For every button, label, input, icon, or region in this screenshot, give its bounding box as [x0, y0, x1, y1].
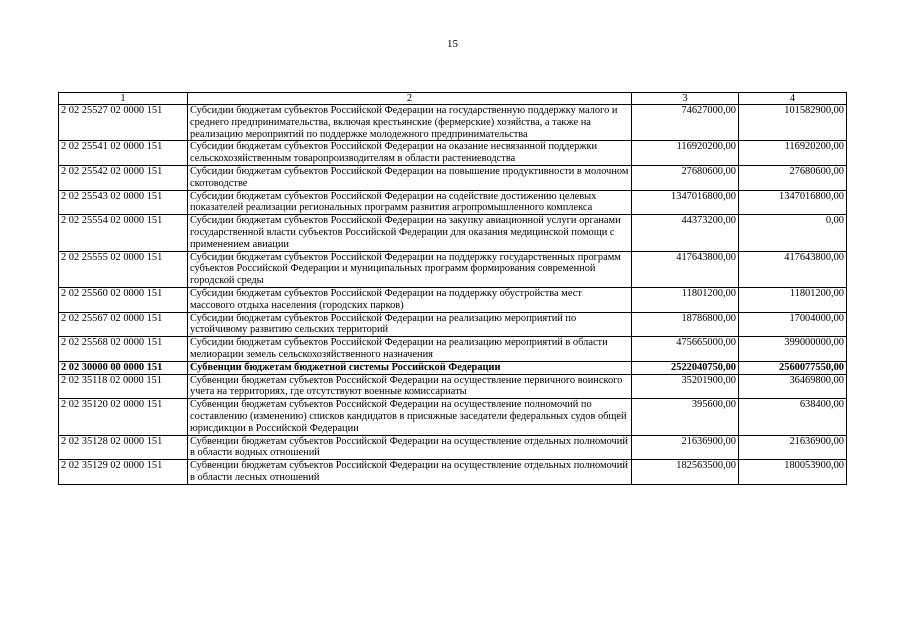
- amount-cell: 17004000,00: [739, 312, 847, 337]
- amount-cell: 180053900,00: [739, 460, 847, 485]
- amount-cell: 116920200,00: [739, 141, 847, 166]
- code-cell: 2 02 35129 02 0000 151: [59, 460, 188, 485]
- amount-cell: 638400,00: [739, 399, 847, 435]
- column-header-code: 1: [59, 93, 188, 105]
- description-cell: Субсидии бюджетам субъектов Российской Федерации на реализацию мероприятий в области мелиорации земель сельскохозяйственного назначения: [188, 337, 632, 362]
- amount-cell: 2560077550,00: [739, 361, 847, 374]
- amount-cell: 417643800,00: [632, 251, 739, 287]
- table-row: [59, 374, 847, 399]
- column-header-amount-2: 4: [739, 93, 847, 105]
- code-cell: 2 02 35120 02 0000 151: [59, 399, 188, 435]
- page-number: 15: [447, 38, 458, 50]
- table-row: [59, 251, 847, 287]
- amount-cell: 101582900,00: [739, 105, 847, 141]
- description-cell: Субсидии бюджетам субъектов Российской Федерации на государственную поддержку малого и среднего предпринимательства, включая крестьянские (фермерские) хозяйства, а также на реализацию мероприятий по поддержке молодежного предпринимательства: [188, 105, 632, 141]
- amount-cell: 35201900,00: [632, 374, 739, 399]
- table-row: [59, 361, 847, 374]
- amount-cell: 27680600,00: [632, 165, 739, 190]
- amount-cell: 475665000,00: [632, 337, 739, 362]
- amount-cell: 36469800,00: [739, 374, 847, 399]
- amount-cell: 11801200,00: [739, 287, 847, 312]
- table-row: [59, 105, 847, 141]
- description-cell: Субсидии бюджетам субъектов Российской Федерации на повышение продуктивности в молочном скотоводстве: [188, 165, 632, 190]
- amount-cell: 21636900,00: [739, 435, 847, 460]
- code-cell: 2 02 25543 02 0000 151: [59, 190, 188, 215]
- description-cell: Субвенции бюджетам субъектов Российской Федерации на осуществление полномочий по составлению (изменению) списков кандидатов в присяжные заседатели федеральных судов общей юрисдикции в Российской Федерации: [188, 399, 632, 435]
- description-cell: Субсидии бюджетам субъектов Российской Федерации на закупку авиационной услуги органами государственной власти субъектов Российской Федерации для оказания медицинской помощи с применением авиации: [188, 215, 632, 251]
- table-row: [59, 287, 847, 312]
- amount-cell: 1347016800,00: [632, 190, 739, 215]
- table-row: [59, 190, 847, 215]
- table-row: [59, 337, 847, 362]
- amount-cell: 1347016800,00: [739, 190, 847, 215]
- table-row: [59, 215, 847, 251]
- code-cell: 2 02 25554 02 0000 151: [59, 215, 188, 251]
- amount-cell: 44373200,00: [632, 215, 739, 251]
- table-row: [59, 435, 847, 460]
- description-cell: Субсидии бюджетам субъектов Российской Федерации на поддержку обустройства мест массового отдыха населения (городских парков): [188, 287, 632, 312]
- description-cell: Субвенции бюджетам бюджетной системы Российской Федерации: [188, 361, 632, 374]
- code-cell: 2 02 25527 02 0000 151: [59, 105, 188, 141]
- column-header-amount-1: 3: [632, 93, 739, 105]
- code-cell: 2 02 30000 00 0000 151: [59, 361, 188, 374]
- amount-cell: 2522040750,00: [632, 361, 739, 374]
- table-row: [59, 460, 847, 485]
- table-header-row: [59, 93, 847, 105]
- budget-table: [58, 92, 847, 485]
- table-body: [59, 105, 847, 485]
- description-cell: Субсидии бюджетам субъектов Российской Федерации на содействие достижению целевых показателей реализации региональных программ развития агропромышленного комплекса: [188, 190, 632, 215]
- amount-cell: 395600,00: [632, 399, 739, 435]
- amount-cell: 182563500,00: [632, 460, 739, 485]
- code-cell: 2 02 25542 02 0000 151: [59, 165, 188, 190]
- table-row: [59, 399, 847, 435]
- description-cell: Субвенции бюджетам субъектов Российской Федерации на осуществление первичного воинского учета на территориях, где отсутствуют военные комиссариаты: [188, 374, 632, 399]
- amount-cell: 116920200,00: [632, 141, 739, 166]
- amount-cell: 21636900,00: [632, 435, 739, 460]
- amount-cell: 74627000,00: [632, 105, 739, 141]
- description-cell: Субсидии бюджетам субъектов Российской Федерации на реализацию мероприятий по устойчивому развитию сельских территорий: [188, 312, 632, 337]
- amount-cell: 18786800,00: [632, 312, 739, 337]
- code-cell: 2 02 35128 02 0000 151: [59, 435, 188, 460]
- description-cell: Субсидии бюджетам субъектов Российской Федерации на поддержку государственных программ субъектов Российской Федерации и муниципальных программ формирования современной городской среды: [188, 251, 632, 287]
- table-row: [59, 165, 847, 190]
- column-header-description: 2: [188, 93, 632, 105]
- description-cell: Субвенции бюджетам субъектов Российской Федерации на осуществление отдельных полномочий в области водных отношений: [188, 435, 632, 460]
- description-cell: Субсидии бюджетам субъектов Российской Федерации на оказание несвязанной поддержки сельскохозяйственным товаропроизводителям в области растениеводства: [188, 141, 632, 166]
- amount-cell: 27680600,00: [739, 165, 847, 190]
- amount-cell: 399000000,00: [739, 337, 847, 362]
- code-cell: 2 02 25555 02 0000 151: [59, 251, 188, 287]
- amount-cell: 417643800,00: [739, 251, 847, 287]
- code-cell: 2 02 25568 02 0000 151: [59, 337, 188, 362]
- amount-cell: 11801200,00: [632, 287, 739, 312]
- description-cell: Субвенции бюджетам субъектов Российской Федерации на осуществление отдельных полномочий в области лесных отношений: [188, 460, 632, 485]
- amount-cell: 0,00: [739, 215, 847, 251]
- table-row: [59, 312, 847, 337]
- code-cell: 2 02 25541 02 0000 151: [59, 141, 188, 166]
- code-cell: 2 02 25560 02 0000 151: [59, 287, 188, 312]
- table-row: [59, 141, 847, 166]
- code-cell: 2 02 25567 02 0000 151: [59, 312, 188, 337]
- code-cell: 2 02 35118 02 0000 151: [59, 374, 188, 399]
